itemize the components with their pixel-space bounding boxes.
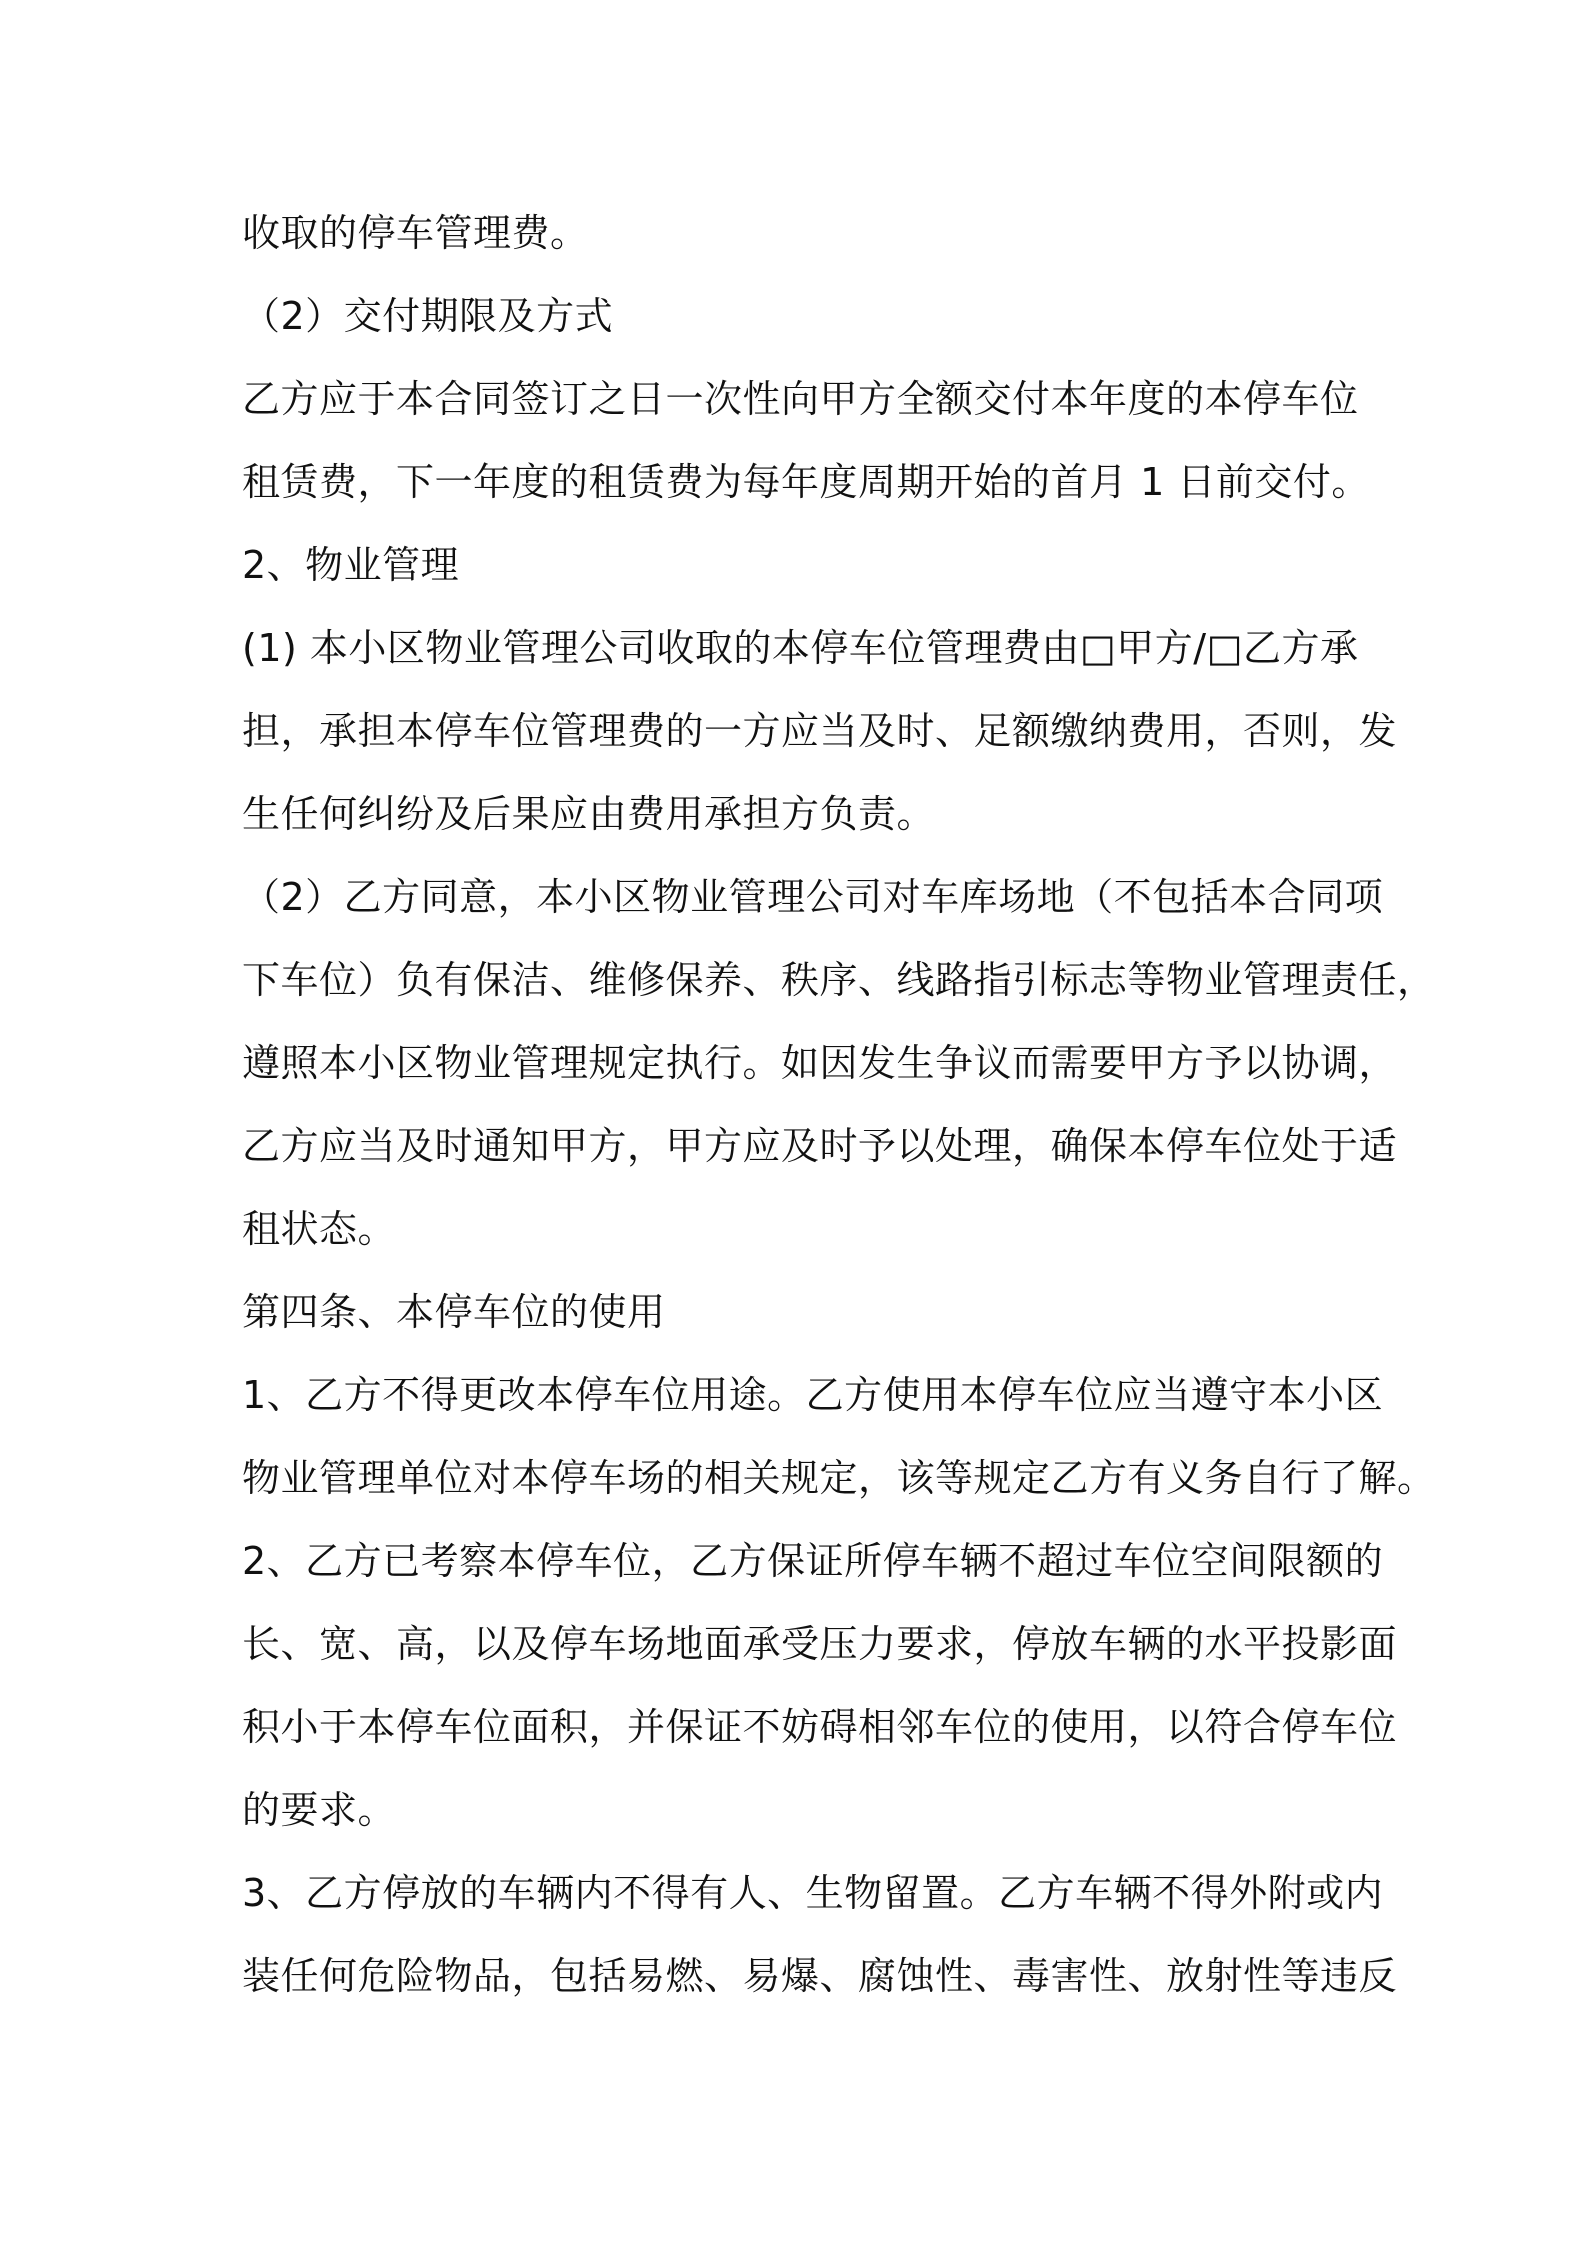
text-line: 租状态。	[242, 1207, 397, 1251]
text-line: 3、乙方停放的车辆内不得有人、生物留置。乙方车辆不得外附或内	[242, 1871, 1384, 1915]
text-line: 担，承担本停车位管理费的一方应当及时、足额缴纳费用，否则，发	[242, 709, 1398, 753]
text-line: 收取的停车管理费。	[242, 211, 589, 255]
text-line: 2、乙方已考察本停车位，乙方保证所停车辆不超过车位空间限额的	[242, 1539, 1384, 1583]
section-heading: （2）交付期限及方式	[242, 294, 614, 338]
text-line: 生任何纠纷及后果应由费用承担方负责。	[242, 792, 936, 836]
contract-text-body	[242, 192, 1436, 2018]
text-line: 乙方应当及时通知甲方，甲方应及时予以处理，确保本停车位处于适	[242, 1124, 1398, 1168]
text-line: 下车位）负有保洁、维修保养、秩序、线路指引标志等物业管理责任，	[242, 958, 1436, 1002]
text-line: 物业管理单位对本停车场的相关规定，该等规定乙方有义务自行了解。	[242, 1456, 1436, 1500]
text-line: 积小于本停车位面积，并保证不妨碍相邻车位的使用，以符合停车位	[242, 1705, 1398, 1749]
text-line: 遵照本小区物业管理规定执行。如因发生争议而需要甲方予以协调，	[242, 1041, 1398, 1085]
text-line: 租赁费，下一年度的租赁费为每年度周期开始的首月 1 日前交付。	[242, 460, 1370, 504]
text-line: (1) 本小区物业管理公司收取的本停车位管理费由□甲方/□乙方承	[242, 626, 1359, 670]
text-line: 长、宽、高，以及停车场地面承受压力要求，停放车辆的水平投影面	[242, 1622, 1398, 1666]
article-heading: 第四条、本停车位的使用	[242, 1290, 666, 1334]
text-line: 装任何危险物品，包括易燃、易爆、腐蚀性、毒害性、放射性等违反	[242, 1954, 1398, 1998]
text-line: 1、乙方不得更改本停车位用途。乙方使用本停车位应当遵守本小区	[242, 1373, 1384, 1417]
section-heading: 2、物业管理	[242, 543, 460, 587]
text-line: 乙方应于本合同签订之日一次性向甲方全额交付本年度的本停车位	[242, 377, 1359, 421]
text-line: （2）乙方同意，本小区物业管理公司对车库场地（不包括本合同项	[242, 875, 1384, 919]
text-line: 的要求。	[242, 1788, 397, 1832]
